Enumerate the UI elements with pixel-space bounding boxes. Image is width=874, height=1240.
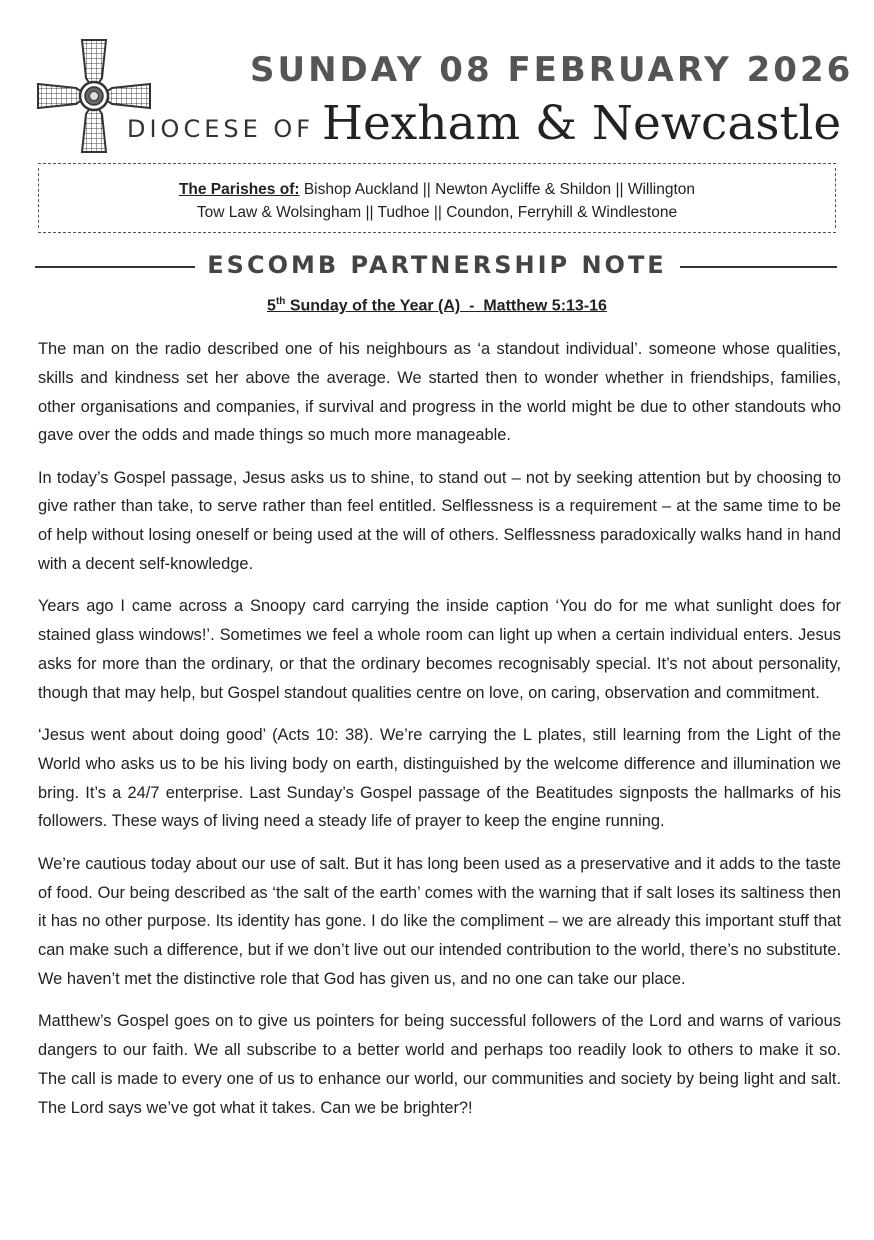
parishes-label: The Parishes of: bbox=[178, 181, 300, 198]
parishes-line-1 bbox=[38, 178, 836, 201]
parishes-list-1: Bishop Auckland || Newton Aycliffe & Shildon || Willington bbox=[303, 181, 696, 198]
paragraph: Years ago I came across a Snoopy card carrying the inside caption ‘You do for me what sunlight does for stained glass windows!’. Sometimes we feel a whole room can light up when a certain individual enters. Jesus asks for more than the ordinary, or that the ordinary becomes recognisably special. It’s not about personality, though that may help, but Gospel standout qualities centre on love, on caring, observation and commitment. bbox=[38, 597, 841, 702]
subtitle-text: Sunday of the Year (A) - Matthew 5:13-16 bbox=[285, 297, 607, 315]
paragraph: ‘Jesus went about doing good’ (Acts 10: 38). We’re carrying the L plates, still learning from the Light of the World who asks us to be his living body on earth, distinguished by the welcome difference and illumination we bring. It’s a 24/7 enterprise. Last Sunday’s Gospel passage of the Beatitudes signposts the hallmarks of his followers. These ways of living need a steady life of prayer to keep the engine running. bbox=[38, 726, 841, 831]
paragraph: In today’s Gospel passage, Jesus asks us to shine, to stand out – not by seeking attention but by choosing to give rather than take, to serve rather than feel entitled. Selflessness is a requirement – at the same time to be of help without losing oneself or being used at the will of others. Selflessness paradoxically walks hand in hand with a decent self-knowledge. bbox=[38, 468, 841, 574]
paragraph: We’re cautious today about our use of salt. But it has long been used as a preservative and it adds to the taste of food. Our being described as ‘the salt of the earth’ comes with the warning that if salt loses its saltiness then it has no other purpose. Its identity has gone. I do like the compliment – we are already this important stuff that can make such a difference, but if we don’t live out our intended contribution to the world, there’s no substitute. We haven’t met the distinctive role that God has given us, and no one can take our place. bbox=[38, 854, 841, 988]
paragraph: The man on the radio described one of his neighbours as ‘a standout individual’. someone whose qualities, skills and kindness set her above the average. We started then to wonder whether in friendships, families, other organisations and companies, if survival and progress in the world might be due to other standouts who gave over the odds and made things so much more manageable. bbox=[38, 340, 841, 445]
note-title: ESCOMB PARTNERSHIP NOTE bbox=[207, 251, 667, 279]
service-date: SUNDAY 08 FEBRUARY 2026 bbox=[250, 50, 854, 90]
parishes-list-2: Tow Law & Wolsingham || Tudhoe || Coundon, Ferryhill & Windlestone bbox=[196, 204, 678, 221]
subtitle-suffix: th bbox=[275, 296, 286, 307]
diocese-prefix: DIOCESE OF bbox=[127, 115, 315, 143]
subtitle-number: 5 bbox=[267, 297, 276, 315]
note-subtitle bbox=[0, 296, 874, 315]
parishes-box bbox=[38, 163, 836, 233]
diocese-name: Hexham & Newcastle bbox=[322, 96, 842, 151]
paragraph: Matthew’s Gospel goes on to give us pointers for being successful followers of the Lord and warns of various dangers to our faith. We all subscribe to a better world and perhaps too readily look to others to make it so. The call is made to every one of us to enhance our world, our communities and society by being light and salt. The Lord says we’ve got what it takes. Can we be brighter?! bbox=[38, 1012, 841, 1117]
note-body bbox=[38, 335, 841, 1136]
